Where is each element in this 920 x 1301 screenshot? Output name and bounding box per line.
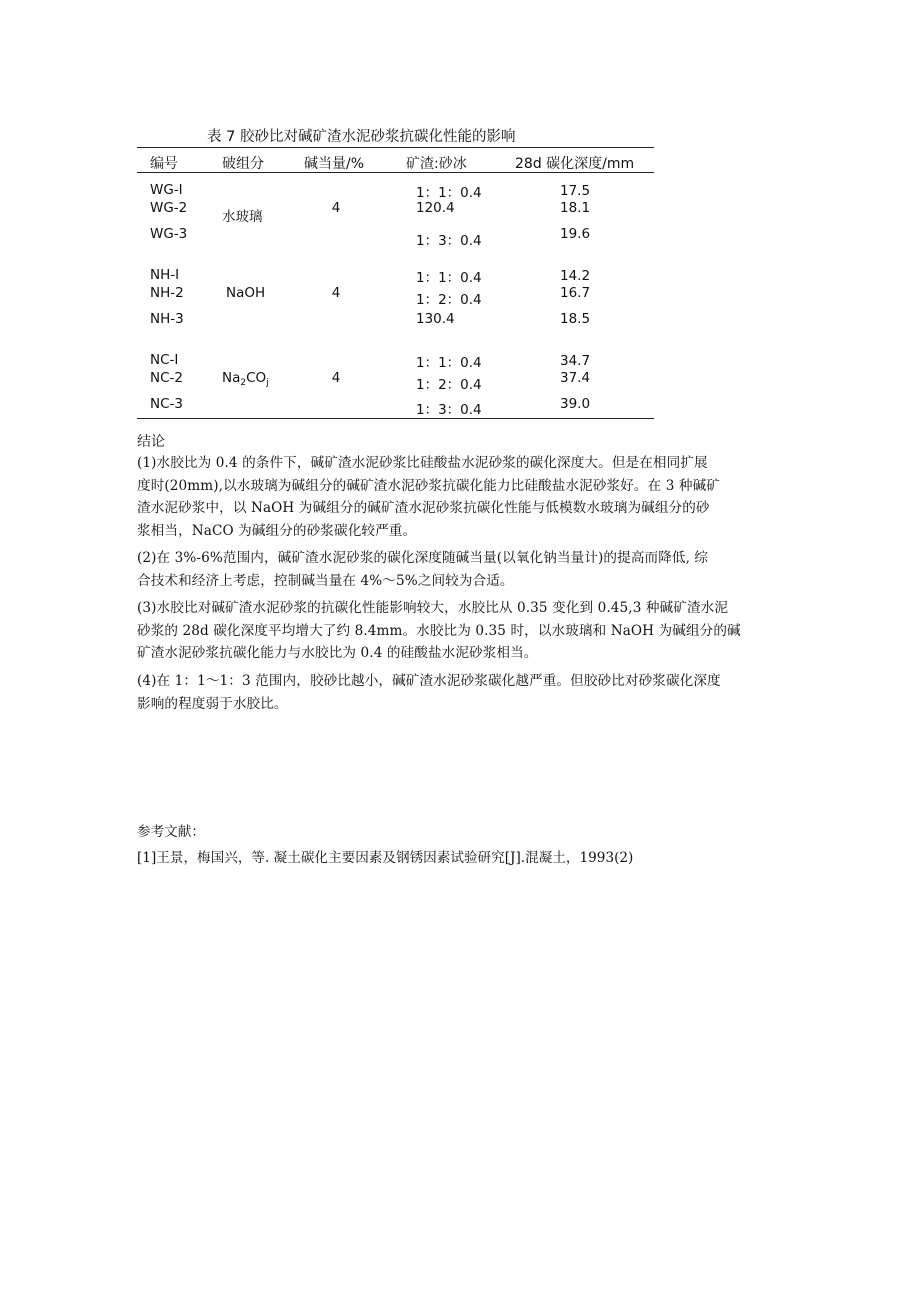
row-ratio: 1：2：0.4 xyxy=(416,292,482,308)
row-depth: 18.5 xyxy=(560,311,591,327)
row-id: NC-3 xyxy=(150,396,183,412)
conclusion-paragraph-3 xyxy=(137,597,787,665)
row-depth: 37.4 xyxy=(560,370,591,386)
row-ratio: 1：1：0.4 xyxy=(416,270,482,286)
row-id: WG-2 xyxy=(150,200,188,216)
header-ratio: 矿渣:砂冰 xyxy=(406,156,467,172)
table-bottom-rule xyxy=(137,418,654,419)
text-line: (4)在 1：1～1：3 范围内，胶砂比越小，碱矿渣水泥砂浆碳化越严重。但胶砂比对砂浆碳化深度 xyxy=(137,673,721,689)
row-depth: 17.5 xyxy=(560,183,591,199)
component-subscript: 2 xyxy=(240,378,247,388)
row-ratio: 120.4 xyxy=(416,200,455,216)
text-line: 度时(20mm),以水玻璃为碱组分的碱矿渣水泥砂浆抗碳化能力比硅酸盐水泥砂浆好。在 3 种碱矿 xyxy=(137,477,720,494)
row-depth: 14.2 xyxy=(560,268,591,284)
references-heading: 参考文献： xyxy=(137,824,205,840)
row-alkali: 4 xyxy=(331,370,341,386)
row-depth: 16.7 xyxy=(560,285,591,301)
header-alkali: 碱当量/% xyxy=(304,156,365,172)
header-component: 破组分 xyxy=(222,156,264,172)
text-line: (2)在 3%-6%范围内，碱矿渣水泥砂浆的碳化深度随碱当量(以氧化钠当量计)的提高而降低, 综 xyxy=(137,550,709,566)
component-suffix: j xyxy=(266,378,269,388)
row-id: NH-I xyxy=(150,267,180,283)
text-line: 渣水泥砂浆中，以 NaOH 为碱组分的碱矿渣水泥砂浆抗碳化性能与低模数水玻璃为碱组分的砂 xyxy=(137,500,710,517)
row-depth: 34.7 xyxy=(560,353,591,369)
row-component xyxy=(222,370,269,386)
text-line: 矿渣水泥砂浆抗碳化能力与水胶比为 0.4 的硅酸盐水泥砂浆相当。 xyxy=(137,645,538,662)
row-id: NH-2 xyxy=(150,285,184,301)
conclusion-paragraph-4 xyxy=(137,670,787,715)
row-alkali: 4 xyxy=(331,285,341,301)
header-id: 编号 xyxy=(150,156,178,172)
row-depth: 39.0 xyxy=(560,396,591,412)
component-co: CO xyxy=(246,370,267,386)
table-header-rule xyxy=(137,172,654,173)
text-line: 浆相当，NaCO 为碱组分的砂浆碳化较严重。 xyxy=(137,522,417,539)
text-line: (1)水胶比为 0.4 的条件下，碱矿渣水泥砂浆比硅酸盐水泥砂浆的碳化深度大。但是在相同扩展 xyxy=(137,455,708,471)
table-top-rule xyxy=(137,147,654,148)
row-alkali: 4 xyxy=(331,200,341,216)
row-ratio: 1：1：0.4 xyxy=(416,185,482,201)
row-id: WG-3 xyxy=(150,226,188,242)
row-depth: 19.6 xyxy=(560,226,591,242)
row-id: WG-I xyxy=(150,182,183,198)
row-depth: 18.1 xyxy=(560,200,591,216)
row-id: NC-I xyxy=(150,352,179,368)
row-component: 水玻璃 xyxy=(222,209,263,225)
conclusion-paragraph-2 xyxy=(137,547,787,592)
row-component: NaOH xyxy=(226,285,266,301)
row-ratio: 130.4 xyxy=(416,311,455,327)
conclusion-heading: 结论 xyxy=(137,434,165,450)
row-ratio: 1：3：0.4 xyxy=(416,402,482,418)
text-line: 影响的程度弱于水胶比。 xyxy=(137,695,288,712)
text-line: (3)水胶比对碱矿渣水泥砂浆的抗碳化性能影响较大，水胶比从 0.35 变化到 0.45,3 种碱矿渣水泥 xyxy=(137,600,729,616)
component-na: Na xyxy=(222,370,241,386)
text-line: 砂浆的 28d 碳化深度平均增大了约 8.4mm。水胶比为 0.35 时，以水玻璃和 NaOH 为碱组分的碱 xyxy=(137,622,741,639)
reference-item: [1]王景，梅国兴，等. 凝土碳化主要因素及钢锈因素试验研究[J].混凝土，1993(2) xyxy=(137,850,634,866)
row-id: NH-3 xyxy=(150,311,184,327)
row-ratio: 1：2：0.4 xyxy=(416,377,482,393)
table-title: 表 7 胶砂比对碱矿渣水泥砂浆抗碳化性能的影响 xyxy=(207,129,516,145)
row-id: NC-2 xyxy=(150,370,183,386)
conclusion-paragraph-1 xyxy=(137,452,787,542)
text-line: 合技术和经济上考虑，控制碱当量在 4%～5%之间较为合适。 xyxy=(137,572,514,589)
row-ratio: 1：1：0.4 xyxy=(416,355,482,371)
header-depth: 28d 碳化深度/mm xyxy=(515,156,635,172)
row-ratio: 1：3：0.4 xyxy=(416,233,482,249)
